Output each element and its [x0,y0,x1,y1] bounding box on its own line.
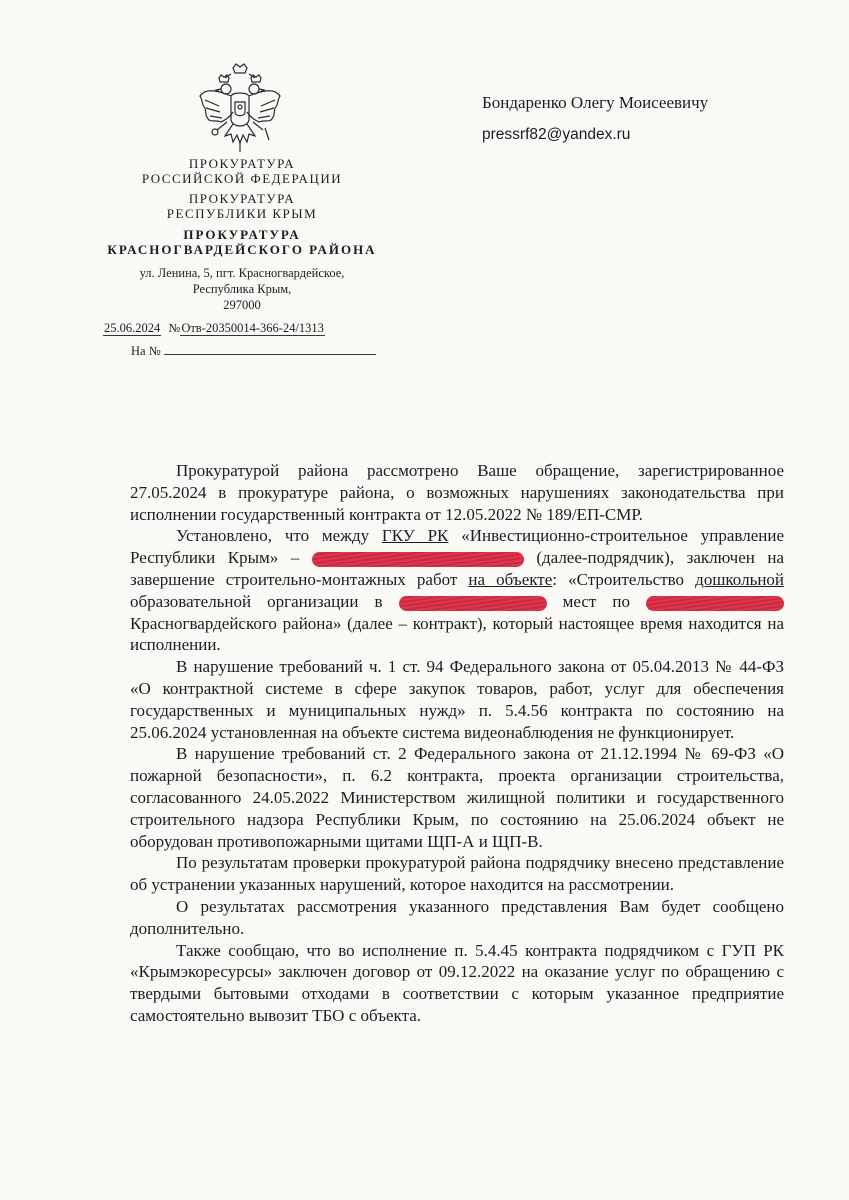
outgoing-no-label: № [168,321,181,335]
recipient-name: Бондаренко Олегу Моисеевичу [482,93,709,112]
text-run-underlined: на объекте [468,569,553,589]
org-address [92,265,392,313]
recipient-email: pressrf82@yandex.ru [482,126,631,143]
org-name-district [92,227,392,257]
redaction-mark [646,596,784,611]
org-name-republic-crimea [92,191,392,221]
text-run: (далее-подрядчик), заключен на завершение строительно-монтажных работ [130,548,784,589]
address-line: Республика Крым, [192,282,292,296]
redaction-mark [312,552,524,567]
text-run: образовательной организации в [130,591,399,611]
org-line: РОССИЙСКОЙ ФЕДЕРАЦИИ [141,171,343,186]
on-no-blank-line [164,342,376,355]
outgoing-number: Отв-20350014-366-24/1313 [181,321,324,335]
paragraph-7: Также сообщаю, что во исполнение п. 5.4.45 контракта подрядчиком с ГУП РК «Крымэкоресурсы» заключен договор от 09.12.2022 на оказание услуг по обращению с твердыми бытовыми отходами в соответствии с которым указанное предприятие самостоятельно вывозит ТБО с объекта. [130,940,784,1025]
redaction-mark [399,596,547,611]
text-run-underlined: ГКУ РК [381,526,449,546]
org-line: КРАСНОГВАРДЕЙСКОГО РАЙОНА [107,242,377,257]
org-name-russian-federation [92,156,392,186]
coat-of-arms-emblem [197,62,283,154]
org-line: ПРОКУРАТУРА [188,156,296,171]
paragraph-3: В нарушение требований ч. 1 ст. 94 Федерального закона от 05.04.2013 № 44-ФЗ «О контрактной системе в сфере закупок товаров, работ, услуг для обеспечения государственных и муниципальных нужд» п. 5.4.56 контракта по состоянию на 25.06.2024 установленная на объекте система видеонаблюдения не функционирует. [130,657,784,742]
org-line: ПРОКУРАТУРА [188,191,296,206]
text-run: Красногвардейского района» (далее – контракт), который настоящее время находится на исполнении. [130,613,784,655]
letter-body [130,460,784,1027]
incoming-reference [131,342,376,359]
paragraph-4: В нарушение требований ст. 2 Федерального закона от 21.12.1994 № 69-ФЗ «О пожарной безопасности», п. 6.2 контракта, проекта организации строительства, согласованного 24.05.2022 Министерством жилищной политики и государственного строительного надзора Республики Крым, по состоянию на 25.06.2024 объект не оборудован противопожарными щитами ЩП-А и ЩП-В. [130,744,784,851]
paragraph-2 [130,525,784,656]
paragraph-5: По результатам проверки прокуратурой района подрядчику внесено представление об устранении указанных нарушений, которое находится на рассмотрении. [130,853,784,895]
text-run: мест по [546,591,646,611]
text-run: «Инвестиционно-строительное управление Республики Крым» – [130,526,785,568]
text-run: : «Строительство [552,569,696,589]
outgoing-reference [103,320,325,336]
text-run: Установлено, что между [176,526,382,546]
org-line: ПРОКУРАТУРА [183,227,301,242]
paragraph-1: Прокуратурой района рассмотрено Ваше обращение, зарегистрированное 27.05.2024 в прокуратуре района, о возможных нарушениях законодательства при исполнении государственный контракта от 12.05.2022 № 189/ЕП-СМР. [130,461,784,524]
address-line: ул. Ленина, 5, пгт. Красногвардейское, [139,266,345,280]
paragraph-6: О результатах рассмотрения указанного представления Вам будет сообщено дополнительно. [130,896,784,938]
address-line: 297000 [223,298,261,312]
outgoing-date: 25.06.2024 [104,321,161,335]
org-line: РЕСПУБЛИКИ КРЫМ [166,206,318,221]
on-no-label: На № [131,344,161,358]
text-run-underlined: дошкольной [695,569,785,589]
